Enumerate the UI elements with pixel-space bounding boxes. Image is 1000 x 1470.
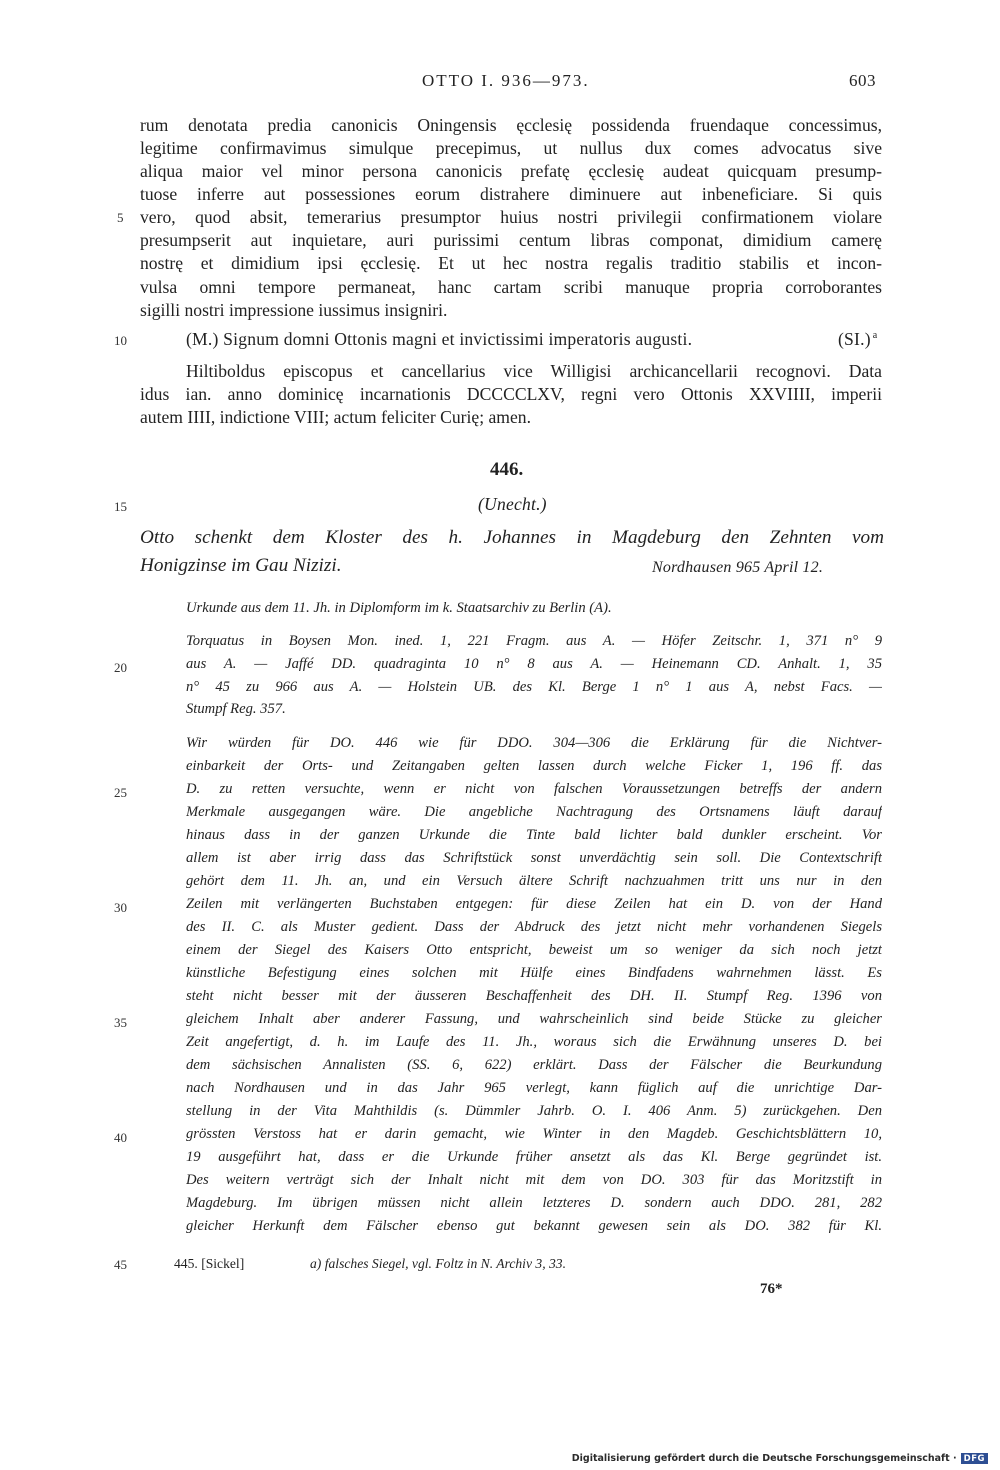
note-line: aus A. — Jaffé DD. quadraginta 10 n° 8 aus A. — Heinemann CD. Anhalt. 1, 35 — [186, 656, 882, 672]
note-line: künstliche Befestigung eines solchen mit Hülfe eines Bindfadens wahrnehmen lässt. Es — [186, 965, 882, 981]
note-line: grössten Verstoss hat er darin gemacht, wie Winter in den Magdeb. Geschichtsblättern 10, — [186, 1126, 882, 1142]
page-number: 603 — [849, 71, 876, 90]
text-line: vero, quod absit, temerarius presumptor huius nostri privilegii confirmationem violare — [140, 207, 882, 227]
seal-label: (SI.) — [838, 329, 871, 349]
line-number: 40 — [114, 1130, 127, 1145]
footnote-ref: 445. [Sickel] — [174, 1256, 245, 1271]
text-line: presumpserit aut inquietare, auri purissimi centum libras componat, dimidium camerę — [140, 230, 882, 250]
line-number: 30 — [114, 900, 127, 915]
footnote-marker: a — [872, 330, 878, 342]
note-line: stellung in der Vita Mahthildis (s. Dümmler Jahrb. O. I. 406 Anm. 5) zurückgehen. Den — [186, 1103, 882, 1119]
note-line: Zeilen mit verlängerten Buchstaben entgegen: für diese Zeilen hat ein D. von der Hand — [186, 896, 882, 912]
note-line: D. zu retten versuchte, wenn er nicht von falschen Voraussetzungen betreffs der andern — [186, 781, 882, 797]
regest-line: Otto schenkt dem Kloster des h. Johannes in Magdeburg den Zehnten vom — [140, 527, 884, 548]
text-line: sigilli nostri impressione iussimus insigniri. — [140, 300, 448, 320]
dfg-logo — [961, 1453, 988, 1464]
note-line: gleicher Herkunft dem Fälscher ebenso gut bekannt gewesen sein als DO. 382 für Kl. — [186, 1218, 882, 1234]
text-line: aliqua maior vel minor persona canonicis prefatę ęcclesię audeat quicquam presump- — [140, 161, 882, 181]
note-line: gehört dem 11. Jh. an, und ein Versuch ältere Schrift nachzuahmen tritt uns nur in den — [186, 873, 882, 889]
note-line: hinaus dass in der ganzen Urkunde die Tinte bald lichter bald dunkler erscheint. Vor — [186, 827, 882, 843]
note-line: 19 ausgeführt hat, dass er die Urkunde früher ansetzt als das Kl. Berge gegründet ist. — [186, 1149, 882, 1165]
document-status: (Unecht.) — [478, 494, 547, 514]
text-line: rum denotata predia canonicis Oningensis ęcclesię possidenda fruendaque concessimus, — [140, 115, 882, 135]
line-number: 45 — [114, 1257, 127, 1272]
dfg-logo-text: DFG — [963, 1453, 985, 1464]
note-line: nach Nordhausen und in das Jahr 965 verlegt, kann füglich auf die unrichtige Dar- — [186, 1080, 882, 1096]
regest-line: Honigzinse im Gau Nizizi. — [140, 555, 342, 576]
seal-mark — [838, 329, 877, 350]
note-line: Wir würden für DO. 446 wie für DDO. 304—306 die Erklärung für die Nichtver- — [186, 735, 882, 751]
text-line: idus ian. anno dominicę incarnationis DCCCCLXV, regni vero Ottonis XXVIIII, imperii — [140, 384, 882, 404]
line-number: 10 — [114, 333, 127, 348]
note-line: allem ist aber irrig dass das Schriftstück sonst unverdächtig sein soll. Die Contextschrift — [186, 850, 882, 866]
line-number: 15 — [114, 499, 127, 514]
signum-line: (M.) Signum domni Ottonis magni et invictissimi imperatoris augusti. — [186, 329, 693, 349]
text-line: autem IIII, indictione VIII; actum feliciter Curię; amen. — [140, 407, 531, 427]
note-line: Stumpf Reg. 357. — [186, 701, 286, 717]
tradition-note: Urkunde aus dem 11. Jh. in Diplomform im k. Staatsarchiv zu Berlin (A). — [186, 600, 612, 616]
note-line: des II. C. als Muster gedient. Dass der Abdruck des jetzt nicht mehr vorhandenen Siegels — [186, 919, 882, 935]
note-line: Torquatus in Boysen Mon. ined. 1, 221 Fragm. aus A. — Höfer Zeitschr. 1, 371 n° 9 — [186, 633, 882, 649]
line-number: 5 — [117, 210, 124, 225]
line-number: 35 — [114, 1015, 127, 1030]
text-line: legitime confirmavimus simulque precepimus, ut nullus dux comes advocatus sive — [140, 138, 882, 158]
place-date: Nordhausen 965 April 12. — [652, 559, 824, 576]
text-line: nostrę et dimidium ipsi ęcclesię. Et ut hec nostra regalis traditio stabilis et incon- — [140, 253, 882, 273]
note-line: Magdeburg. Im übrigen müssen nicht allein letzteres D. sondern auch DDO. 281, 282 — [186, 1195, 882, 1211]
note-line: Zeit angefertigt, d. h. im Laufe des 11. Jh., woraus sich die Erwähnung unseres D. bei — [186, 1034, 882, 1050]
note-line: einbarkeit der Orts- und Zeitangaben gelten lassen durch welche Ficker 1, 196 ff. das — [186, 758, 882, 774]
document-number: 446. — [490, 459, 524, 480]
note-line: Des weitern verträgt sich der Inhalt nicht mit dem von DO. 303 für das Moritzstift in — [186, 1172, 882, 1188]
note-line: n° 45 zu 966 aus A. — Holstein UB. des Kl. Berge 1 n° 1 aus A, nebst Facs. — — [186, 679, 882, 695]
text-line: tuose inferre aut possessiones eorum distrahere diminuere aut inbeneficiare. Si quis — [140, 184, 882, 204]
note-line: einem der Siegel des Kaisers Otto entspricht, beweist um so weniger da sich noch jetzt — [186, 942, 882, 958]
running-title: OTTO I. 936—973. — [422, 71, 590, 90]
note-line: steht nicht besser mit der äusseren Beschaffenheit des DH. II. Stumpf Reg. 1396 von — [186, 988, 882, 1004]
note-line: Merkmale ausgegangen wäre. Die angebliche Nachtragung des Ortsnamens läuft darauf — [186, 804, 882, 820]
signature-mark: 76* — [760, 1281, 783, 1297]
note-line: gleichem Inhalt aber anderer Fassung, und wahrscheinlich sind beide Stücke zu gleicher — [186, 1011, 882, 1027]
credit-text: Digitalisierung gefördert durch die Deutsche Forschungsgemeinschaft · — [571, 1453, 957, 1464]
footnote-text: a) falsches Siegel, vgl. Foltz in N. Archiv 3, 33. — [310, 1256, 566, 1271]
digitisation-credit — [572, 1453, 988, 1464]
text-line: vulsa omni tempore permaneat, hanc cartam scribi manuque propria corroborantes — [140, 277, 882, 297]
line-number: 25 — [114, 785, 127, 800]
note-line: dem sächsischen Annalisten (SS. 6, 622) erklärt. Dass der Fälscher die Beurkundung — [186, 1057, 882, 1073]
line-number: 20 — [114, 660, 127, 675]
text-line: Hiltiboldus episcopus et cancellarius vice Willigisi archicancellarii recognovi. Data — [186, 361, 882, 381]
